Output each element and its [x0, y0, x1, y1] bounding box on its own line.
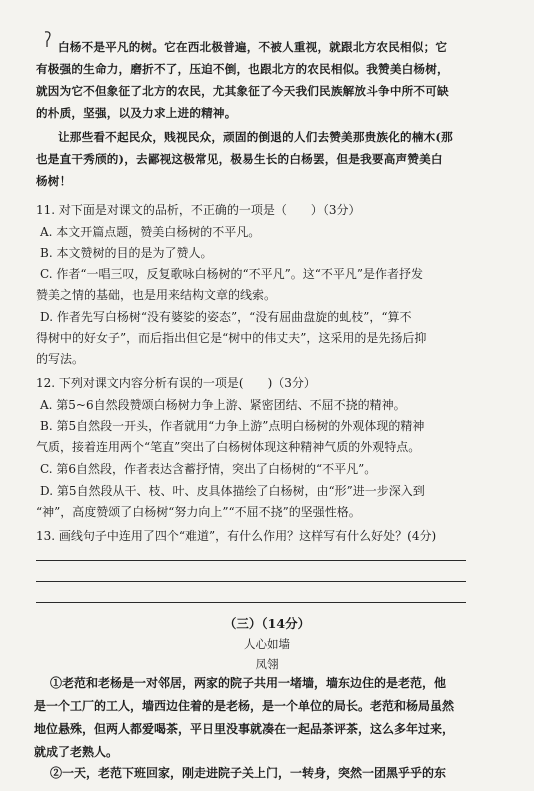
story-paragraph-1-line-1: ①老范和老杨是一对邻居，两家的院子共用一堵墙，墙东边住的是老范，他 [50, 676, 447, 690]
essay-paragraph-1-line-2: 有极强的生命力，磨折不了，压迫不倒，也跟北方的农民相似。我赞美白杨树， [36, 62, 449, 76]
pen-mark-icon [43, 30, 53, 48]
answer-line-1[interactable] [36, 560, 466, 561]
essay-paragraph-2-line-3: 杨树！ [36, 174, 72, 188]
question-12-option-a: A. 第5~6自然段赞颂白杨树力争上游、紧密团结、不屈不挠的精神。 [40, 398, 406, 412]
question-12-option-d-line-1: D. 第5自然段从干、枝、叶、皮具体描绘了白杨树，由“形”进一步深入到 [40, 484, 425, 498]
question-11-option-d-line-2: 得树中的好女子”，而后指出但它是“树中的伟丈夫”，这采用的是先扬后抑 [36, 331, 427, 345]
story-title: 人心如墙 [244, 637, 290, 651]
question-12-option-b-line-2: 气质，接着连用两个“笔直”突出了白杨树体现这种精神气质的外观特点。 [36, 440, 421, 454]
essay-paragraph-1-line-4: 的朴质，坚强，以及力求上进的精神。 [36, 106, 237, 120]
question-12-option-b-line-1: B. 第5自然段一开头，作者就用“力争上游”点明白杨树的外观体现的精神 [40, 419, 425, 433]
answer-line-3[interactable] [36, 602, 466, 603]
question-11-option-c-line-1: C. 作者“一唱三叹，反复歌咏白杨树的“不平凡”。这“不平凡”是作者抒发 [40, 267, 424, 281]
essay-paragraph-2-line-1: 让那些看不起民众，贱视民众，顽固的倒退的人们去赞美那贵族化的楠木(那 [58, 130, 453, 144]
question-12-option-c: C. 第6自然段，作者表达含蓄抒情，突出了白杨树的“不平凡”。 [40, 462, 377, 476]
question-11-option-d-line-1: D. 作者先写白杨树“没有婆娑的姿态”，“没有屈曲盘旋的虬枝”，“算不 [40, 310, 412, 324]
question-13-stem: 13. 画线句子中连用了四个“难道”，有什么作用？这样写有什么好处？(4分) [36, 529, 437, 543]
question-11-option-d-line-3: 的写法。 [36, 352, 85, 366]
essay-paragraph-2-line-2: 也是直干秀颀的)，去鄙视这极常见，极易生长的白杨罢，但是我要高声赞美白 [36, 152, 443, 166]
question-11-option-b: B. 本文赞树的目的是为了赞人。 [40, 246, 213, 260]
question-11-option-c-line-2: 赞美之情的基础，也是用来结构文章的线索。 [36, 288, 277, 302]
question-11-option-a: A. 本文开篇点题，赞美白杨树的不平凡。 [40, 225, 261, 239]
story-paragraph-1-line-4: 就成了老熟人。 [34, 745, 119, 759]
story-author: 凤翎 [255, 657, 279, 671]
story-paragraph-2-line-1: ②一天，老范下班回家，刚走进院子关上门，一转身，突然一团黑乎乎的东 [50, 766, 447, 780]
question-12-option-d-line-2: “神”，高度赞颂了白杨树“努力向上”“不屈不挠”的坚强性格。 [36, 505, 361, 519]
section-3-heading: （三）（14分） [223, 616, 311, 631]
essay-paragraph-1-line-1: 白杨不是平凡的树。它在西北极普遍，不被人重视，就跟北方农民相似；它 [58, 40, 448, 54]
story-paragraph-1-line-3: 地位悬殊，但两人都爱喝茶，平日里没事就凑在一起品茶评茶，这么多年过来， [34, 722, 455, 736]
story-paragraph-1-line-2: 是一个工厂的工人，墙西边住着的是老杨，是一个单位的局长。老范和杨局虽然 [34, 699, 455, 713]
question-12-stem: 12. 下列对课文内容分析有误的一项是( )（3分） [36, 376, 316, 390]
answer-line-2[interactable] [36, 581, 466, 582]
question-11-stem: 11. 对下面是对课文的品析，不正确的一项是（ ）（3分） [36, 203, 361, 217]
essay-paragraph-1-line-3: 就因为它不但象征了北方的农民，尤其象征了今天我们民族解放斗争中所不可缺 [36, 84, 449, 98]
